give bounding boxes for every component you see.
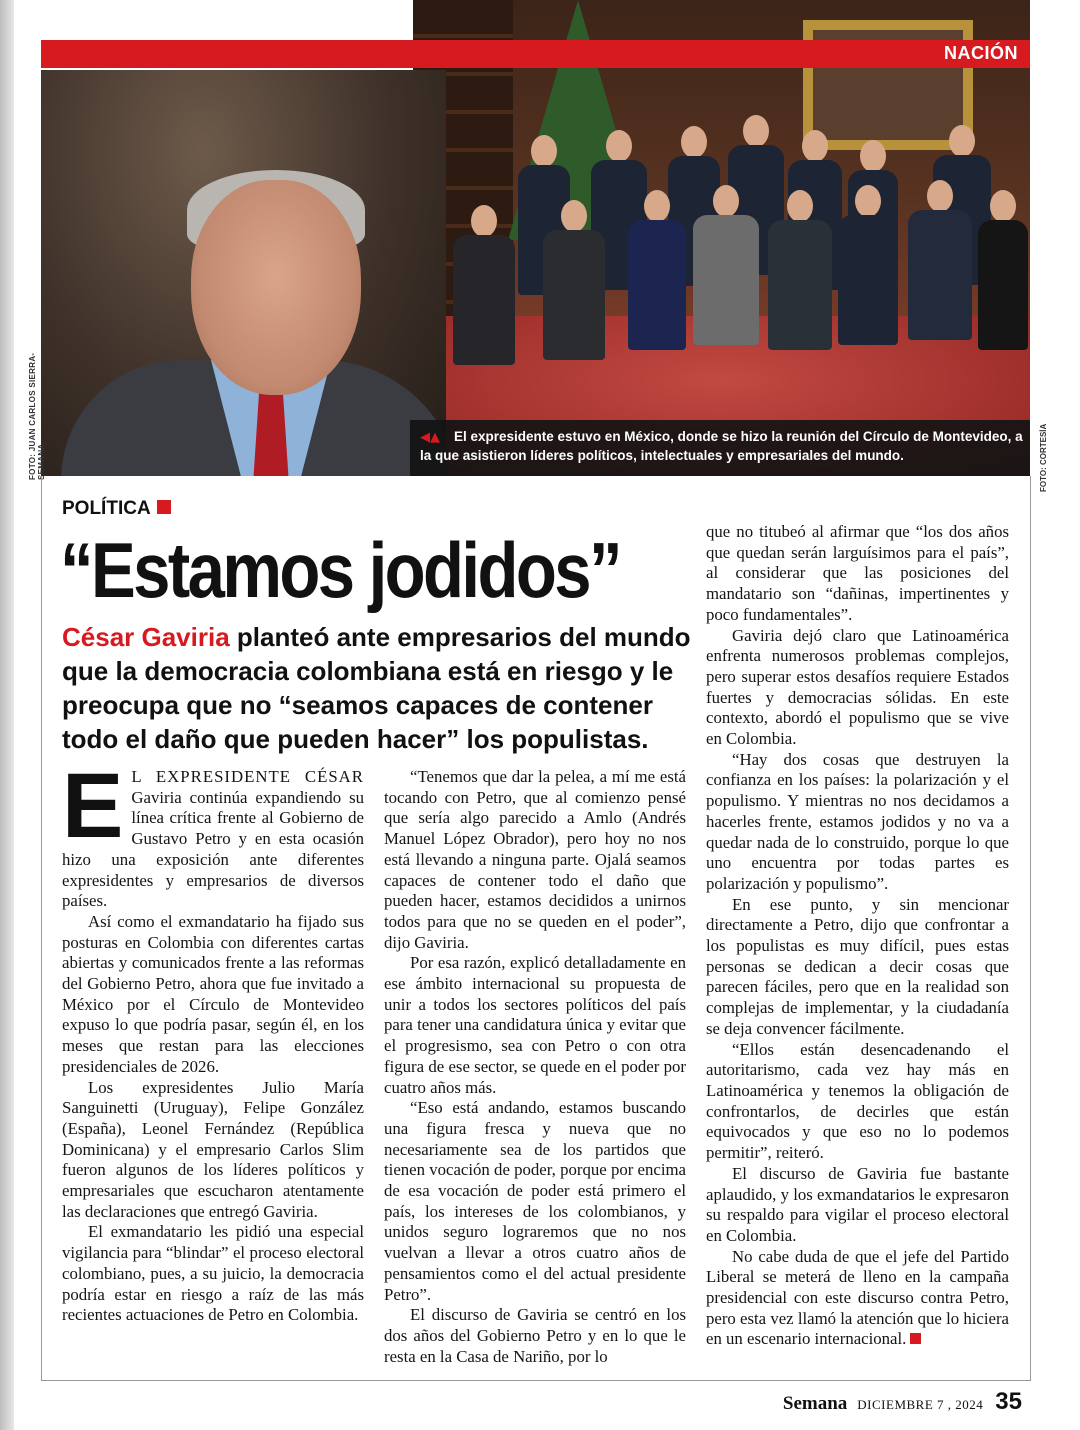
group-person — [453, 205, 515, 365]
paragraph: El exmandatario les pidió una especial vigilancia para “blindar” el proceso electoral colombiano, pues, a su juicio, la democracia podría estar en riesgo a raíz de las más recientes actuaciones de Petro en Colombia. — [62, 1222, 364, 1325]
group-person — [838, 185, 898, 345]
end-mark-icon — [910, 1333, 921, 1344]
paragraph-text: Gaviria continúa expandiendo su línea crítica frente al Gobierno de Gustavo Petro y en esta ocasión hizo una exposición ante diferentes expresidentes y empresarios de diversos países. — [62, 787, 364, 911]
group-person — [768, 190, 832, 350]
paragraph: Por esa razón, explicó detalladamente en ese ámbito internacional su propuesta de unir a todos los sectores políticos del país para tener una candidatura única y evitar que el progresismo, sea con Petro o con otra figura de ese sector, se quede en el poder por cuatro años más. — [384, 953, 686, 1097]
group-person — [978, 190, 1028, 350]
paragraph: “Tenemos que dar la pelea, a mí me está tocando con Petro, que al comienzo pensé que sería algo parecido a Amlo (Andrés Manuel López Obrador), pero hoy no nos está llevando a ninguna parte. Ojalá seamos capaces de contener todo el daño que pueden hacer, estamos decididos a unirnos todos para que no se queden en el poder”, dijo Gaviria. — [384, 767, 686, 952]
paragraph: En ese punto, y sin mencionar directamente a Petro, dijo que confrontar a los populistas es muy difícil, pues estas personas se dedican a decir cosas que parecen fáciles, pero que en la realidad son complejas de implementar, y la ciudadanía se deja convencer fácilmente. — [706, 894, 1009, 1038]
group-person — [628, 190, 686, 350]
paragraph: “Hay dos cosas que destruyen la confianza en los países: la polarización y el populismo. Y mientras no nos decidamos a hacerles frente, estamos jodidos y no va a quedar nada de lo construido, porque lo que uno encuentra por todas partes es polarización y populismo”. — [706, 749, 1009, 893]
section-band — [41, 40, 1030, 68]
page-footer — [783, 1388, 1022, 1416]
footer-date: DICIEMBRE 7 , 2024 — [857, 1397, 984, 1412]
kicker-square-icon — [157, 500, 171, 514]
deck-text: planteó ante empresarios del mundo que la democracia colombiana está en riesgo y le preocupa que no “seamos capaces de contener todo el daño que pueden hacer” los populistas. — [62, 622, 691, 754]
group-photo — [413, 0, 1030, 476]
column-1 — [62, 755, 364, 1326]
paragraph: “Ellos están desencadenando el autoritarismo, cada vez hay más en Latinoamérica y tenemos la obligación de confrontarlos, de decirles que están equivocados y que eso no lo podemos permitir”, reiteró. — [706, 1039, 1009, 1163]
portrait-photo — [41, 70, 446, 476]
portrait-face — [191, 180, 361, 395]
lead-caps: L EXPRESIDENTE CÉSAR — [131, 767, 364, 786]
page-number: 35 — [995, 1388, 1022, 1415]
photo-caption: El expresidente estuvo en México, donde se hizo la reunión del Círculo de Montevideo, a la que asistieron líderes políticos, intelectuales y empresariales del mundo. — [420, 429, 1023, 463]
paragraph: Los expresidentes Julio María Sanguinetti (Uruguay), Felipe González (España), Leonel Fernández (República Dominicana) y el empresario Carlos Slim fueron algunos de los líderes políticos y empresariales que escucharon atentamente las declaraciones que entregó Gaviria. — [62, 1077, 364, 1221]
deck — [62, 620, 702, 756]
paragraph — [62, 755, 364, 912]
kicker — [62, 498, 171, 520]
paragraph — [706, 1247, 1009, 1351]
group-person — [543, 200, 605, 360]
paragraph: “Eso está andando, estamos buscando una figura fresca y nueva que no necesariamente sea de los partidos que tienen vocación de poder, porque por encima de esa vocación de poder está primero el país, los intereses de los colombianos, y unidos seguro lograremos que no nos vuelvan a llevar a otros cuatro años de pensamientos como el del actual presidente Petro”. — [384, 1098, 686, 1304]
photo-credit-right: FOTO: CORTESÍA — [1039, 423, 1048, 492]
headline: “Estamos jodidos” — [60, 526, 620, 614]
paragraph: que no titubeó al afirmar que “los dos años que quedan serán larguísimos para el país”, al considerar que las posiciones del mandatario son “dañinas, impertinentes y poco fundamentales”. — [706, 522, 1009, 624]
drop-cap: E — [62, 755, 124, 857]
photo-credit-left: FOTO: JUAN CARLOS SIERRA-SEMANA — [28, 352, 46, 480]
caption-arrow-icon: ◀▲ — [420, 430, 440, 445]
paragraph: Así como el exmandatario ha fijado sus posturas en Colombia con diferentes cartas abiertas y comunicados frente a las reformas del Gobierno Petro, ahora que fue invitado a México por el Círculo de Montevideo expuso lo que podría pasar, según él, en los meses que restan para las elecciones presidenciales de 2026. — [62, 911, 364, 1076]
column-3 — [706, 522, 1009, 1350]
page-spine-shadow — [0, 0, 14, 1430]
deck-name: César Gaviria — [62, 622, 230, 652]
paragraph: El discurso de Gaviria se centró en los dos años del Gobierno Petro y en lo que le resta en la Casa de Nariño, por lo — [384, 1305, 686, 1366]
section-label: NACIÓN — [944, 43, 1018, 63]
footer-brand: Semana — [782, 1393, 848, 1414]
paragraph: El discurso de Gaviria fue bastante aplaudido, y los exmandatarios le expresaron su respaldo para vigilar el proceso electoral en Colombia. — [706, 1163, 1009, 1245]
group-person — [693, 185, 759, 345]
paragraph-text: No cabe duda de que el jefe del Partido Liberal se meterá de lleno en la campaña presidencial con este discurso contra Petro, pero esta vez llamó la atención que lo hiciera en un escenario internacional. — [706, 1246, 1009, 1349]
paragraph: Gaviria dejó claro que Latinoamérica enfrenta numerosos problemas complejos, pero superar estos desafíos requiere Estados fuertes y democracias sólidas. En este contexto, abordó el populismo que se vive en Colombia. — [706, 625, 1009, 749]
photo-area — [41, 0, 1030, 476]
kicker-label: POLÍTICA — [62, 498, 151, 519]
photo-caption-box — [410, 420, 1030, 476]
column-2 — [384, 767, 686, 1367]
group-person — [908, 180, 972, 340]
magazine-page — [14, 0, 1080, 1430]
